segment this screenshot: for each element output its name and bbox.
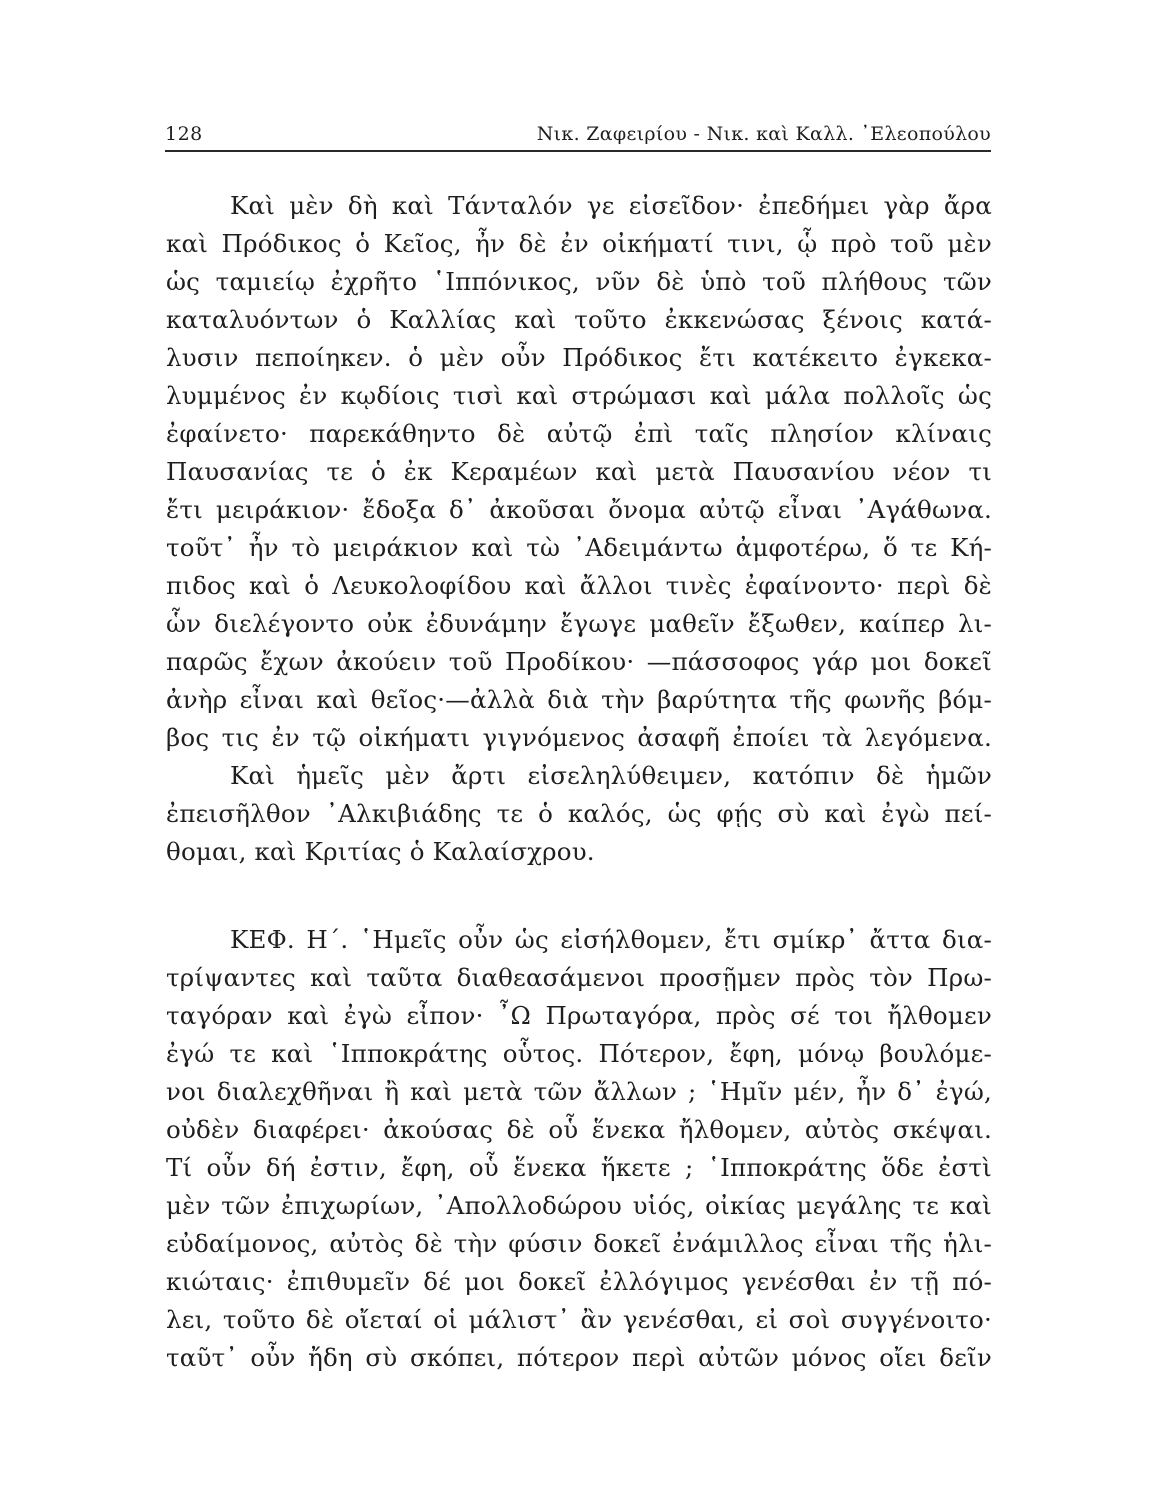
text-line: ὧν διελέγοντο οὐκ ἐδυνάμην ἔγωγε μαθεῖν ἔξωθεν, καίπερ λι- [166,609,992,638]
text-line: οὐδὲν διαφέρει· ἀκούσας δὲ οὗ ἕνεκα ἤλθομεν, αὐτὸς σκέψαι. [166,1115,992,1144]
page-number: 128 [165,123,203,145]
text-line: μὲν τῶν ἐπιχωρίων, ᾿Απολλοδώρου υἱός, οἰκίας μεγάλης τε καὶ [166,1191,992,1220]
text-line: Τί οὖν δή ἐστιν, ἔφη, οὗ ἕνεκα ἥκετε ; ῾Ιπποκράτης ὅδε ἐστὶ [166,1153,992,1182]
text-line: ταῦτ᾿ οὖν ἤδη σὺ σκόπει, πότερον περὶ αὐτῶν μόνος οἴει δεῖν [166,1343,992,1372]
text-line: παρῶς ἔχων ἀκούειν τοῦ Προδίκου· —πάσσοφος γάρ μοι δοκεῖ [166,647,992,676]
text-line: ἔτι μειράκιον· ἔδοξα δ᾿ ἀκοῦσαι ὄνομα αὐτῷ εἶναι ᾿Αγάθωνα. [166,495,992,524]
text-line: λει, τοῦτο δὲ οἴεταί οἱ μάλιστ᾿ ἂν γενέσθαι, εἰ σοὶ συγγένοιτο· [166,1305,992,1334]
text-line: πιδος καὶ ὁ Λευκολοφίδου καὶ ἄλλοι τινὲς ἐφαίνοντο· περὶ δὲ [166,571,992,600]
text-line: Καὶ μὲν δὴ καὶ Τάνταλόν γε εἰσεῖδον· ἐπεδήμει γὰρ ἄρα [230,191,992,220]
text-line: ἐγώ τε καὶ ῾Ιπποκράτης οὗτος. Πότερον, ἔφη, μόνῳ βουλόμε- [166,1039,992,1068]
text-line: ὡς ταμιείῳ ἐχρῆτο ῾Ιππόνικος, νῦν δὲ ὑπὸ τοῦ πλήθους τῶν [166,267,992,296]
text-line: ἐφαίνετο· παρεκάθηντο δὲ αὐτῷ ἐπὶ ταῖς πλησίον κλίναις [166,419,992,448]
text-line: Παυσανίας τε ὁ ἐκ Κεραμέων καὶ μετὰ Παυσανίου νέον τι [166,457,992,486]
page-header [165,114,991,152]
text-line: τοῦτ᾿ ἦν τὸ μειράκιον καὶ τὼ ᾿Αδειμάντω ἀμφοτέρω, ὅ τε Κή- [166,533,992,562]
text-line: καὶ Πρόδικος ὁ Κεῖος, ἦν δὲ ἐν οἰκήματί τινι, ᾧ πρὸ τοῦ μὲν [166,229,992,258]
text-line: ἀνὴρ εἶναι καὶ θεῖος·—ἀλλὰ διὰ τὴν βαρύτητα τῆς φωνῆς βόμ- [166,685,992,714]
text-line: ἐπεισῆλθον ᾿Αλκιβιάδης τε ὁ καλός, ὡς φῄς σὺ καὶ ἐγὼ πεί- [166,799,992,828]
text-line: βος τις ἐν τῷ οἰκήματι γιγνόμενος ἀσαφῆ ἐποίει τὰ λεγόμενα. [166,723,992,752]
text-line: ταγόραν καὶ ἐγὼ εἶπον· ῏Ω Πρωταγόρα, πρὸς σέ τοι ἤλθομεν [166,1001,992,1030]
text-line: λυμμένος ἐν κῳδίοις τισὶ καὶ στρώμασι καὶ μάλα πολλοῖς ὡς [166,381,992,410]
text-line: Καὶ ἡμεῖς μὲν ἄρτι εἰσεληλύθειμεν, κατόπιν δὲ ἡμῶν [230,761,992,790]
text-line: τρίψαντες καὶ ταῦτα διαθεασάμενοι προσῇμεν πρὸς τὸν Πρω- [166,963,992,992]
text-line: εὐδαίμονος, αὐτὸς δὲ τὴν φύσιν δοκεῖ ἐνάμιλλος εἶναι τῆς ἡλι- [166,1229,992,1258]
text-line: θομαι, καὶ Κριτίας ὁ Καλαίσχρου. [166,837,595,866]
text-line: κιώταις· ἐπιθυμεῖν δέ μοι δοκεῖ ἐλλόγιμος γενέσθαι ἐν τῇ πό- [166,1267,992,1296]
running-head: Νικ. Ζαφειρίου - Νικ. καὶ Καλλ. ᾿Ελεοπούλου [536,123,991,145]
text-line: ΚΕΦ. Η΄. ῾Ημεῖς οὖν ὡς εἰσήλθομεν, ἔτι σμίκρ᾿ ἄττα δια- [230,925,992,954]
text-line: λυσιν πεποίηκεν. ὁ μὲν οὖν Πρόδικος ἔτι κατέκειτο ἐγκεκα- [166,343,992,372]
text-line: νοι διαλεχθῆναι ἢ καὶ μετὰ τῶν ἄλλων ; ῾Ημῖν μέν, ἦν δ᾿ ἐγώ, [166,1077,992,1106]
text-line: καταλυόντων ὁ Καλλίας καὶ τοῦτο ἐκκενώσας ξένοις κατά- [166,305,992,334]
